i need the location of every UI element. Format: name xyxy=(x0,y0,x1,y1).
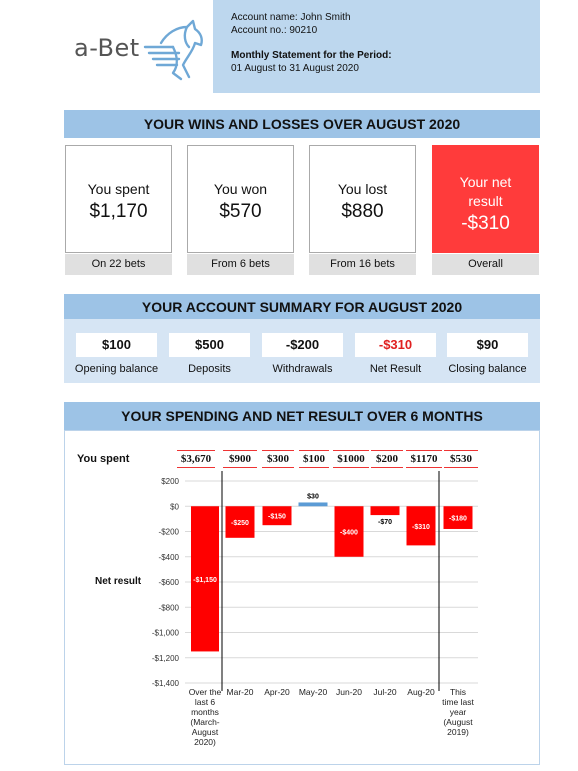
lost-card-label: You lost xyxy=(337,181,388,197)
x-tick-label: time last xyxy=(442,697,474,707)
y-tick-label: -$600 xyxy=(158,578,179,587)
y-tick-label: -$1,200 xyxy=(151,653,179,663)
bar-value-label: -$70 xyxy=(377,519,393,527)
won-card-value: $570 xyxy=(219,201,262,222)
net-result-card-value: -$310 xyxy=(461,213,510,234)
spent-value: $1170 xyxy=(406,450,442,468)
won-card-label: You won xyxy=(213,181,268,197)
y-tick-label: $200 xyxy=(161,477,179,486)
account-name: Account name: John Smith xyxy=(231,12,351,23)
x-tick-label: May-20 xyxy=(298,687,328,697)
wins-losses-title: YOUR WINS AND LOSSES OVER AUGUST 2020 xyxy=(64,110,540,138)
net-result-label-line1: Your net xyxy=(459,174,512,190)
x-tick-label: Mar-20 xyxy=(226,687,254,697)
x-tick-label: year xyxy=(449,707,467,717)
closing-balance-label: Closing balance xyxy=(448,363,527,375)
net-result-value: -$310 xyxy=(355,333,436,357)
bar-value-label: -$250 xyxy=(231,520,249,528)
x-tick-label: Over the xyxy=(188,687,222,697)
net-result-axis-label: Net result xyxy=(95,576,142,587)
spent-value: $1000 xyxy=(333,450,369,468)
deposits-label: Deposits xyxy=(188,363,231,375)
won-card-sub: From 6 bets xyxy=(187,254,294,275)
opening-balance-value: $100 xyxy=(76,333,157,357)
spent-value: $300 xyxy=(262,450,294,468)
statement-period: 01 August to 31 August 2020 xyxy=(231,63,359,74)
statement-title: Monthly Statement for the Period: xyxy=(231,50,392,61)
y-tick-label: -$1,000 xyxy=(151,628,179,638)
x-tick-label: Aug-20 xyxy=(407,687,435,697)
spent-value: $200 xyxy=(371,450,403,468)
x-tick-label: 2020) xyxy=(194,737,216,747)
bar-value-label: -$1,150 xyxy=(193,576,217,584)
spent-value: $900 xyxy=(223,450,257,468)
lost-card-sub: From 16 bets xyxy=(309,254,416,275)
bar xyxy=(371,506,400,515)
bar-value-label: -$180 xyxy=(449,515,467,523)
brand-logo-text: a-Bet xyxy=(74,34,140,62)
bar xyxy=(299,502,328,506)
x-tick-label: Apr-20 xyxy=(264,687,290,697)
spent-card-value: $1,170 xyxy=(89,201,148,222)
x-tick-label: 2019) xyxy=(447,727,469,737)
spent-card-label: You spent xyxy=(87,181,150,197)
account-number: Account no.: 90210 xyxy=(231,25,318,36)
net-result-label-line2: result xyxy=(468,193,503,209)
bar-value-label: -$400 xyxy=(340,529,358,537)
spent-card-sub: On 22 bets xyxy=(65,254,172,275)
y-tick-label: -$400 xyxy=(158,552,179,562)
y-tick-label: -$800 xyxy=(158,603,179,613)
net-result-card-sub: Overall xyxy=(432,254,539,275)
net-result-label: Net Result xyxy=(369,363,422,375)
account-summary-title: YOUR ACCOUNT SUMMARY FOR AUGUST 2020 xyxy=(64,294,540,320)
x-tick-label: August xyxy=(191,727,219,737)
spent-value: $3,670 xyxy=(177,450,215,468)
spent-value: $530 xyxy=(444,450,478,468)
x-tick-label: (August xyxy=(443,717,473,727)
spent-value: $100 xyxy=(299,450,329,468)
closing-balance-value: $90 xyxy=(447,333,528,357)
deposits-value: $500 xyxy=(169,333,250,357)
lost-card-value: $880 xyxy=(341,201,384,222)
x-tick-label: (March- xyxy=(190,717,220,727)
x-tick-label: This xyxy=(449,687,467,697)
opening-balance-label: Opening balance xyxy=(74,363,159,375)
bar-value-label: $30 xyxy=(307,493,319,501)
withdrawals-value: -$200 xyxy=(262,333,343,357)
bar-value-label: -$310 xyxy=(412,523,430,531)
bar-value-label: -$150 xyxy=(268,513,286,521)
you-spent-label: You spent xyxy=(77,453,130,465)
spending-title: YOUR SPENDING AND NET RESULT OVER 6 MONTHS xyxy=(64,402,540,430)
x-tick-label: Jul-20 xyxy=(373,687,397,697)
y-tick-label: $0 xyxy=(170,502,179,512)
x-tick-label: Jun-20 xyxy=(336,687,362,697)
x-tick-label: last 6 xyxy=(194,697,216,707)
y-tick-label: -$1,400 xyxy=(151,679,179,688)
y-tick-label: -$200 xyxy=(158,527,179,537)
withdrawals-label: Withdrawals xyxy=(272,363,333,375)
x-tick-label: months xyxy=(191,707,219,717)
